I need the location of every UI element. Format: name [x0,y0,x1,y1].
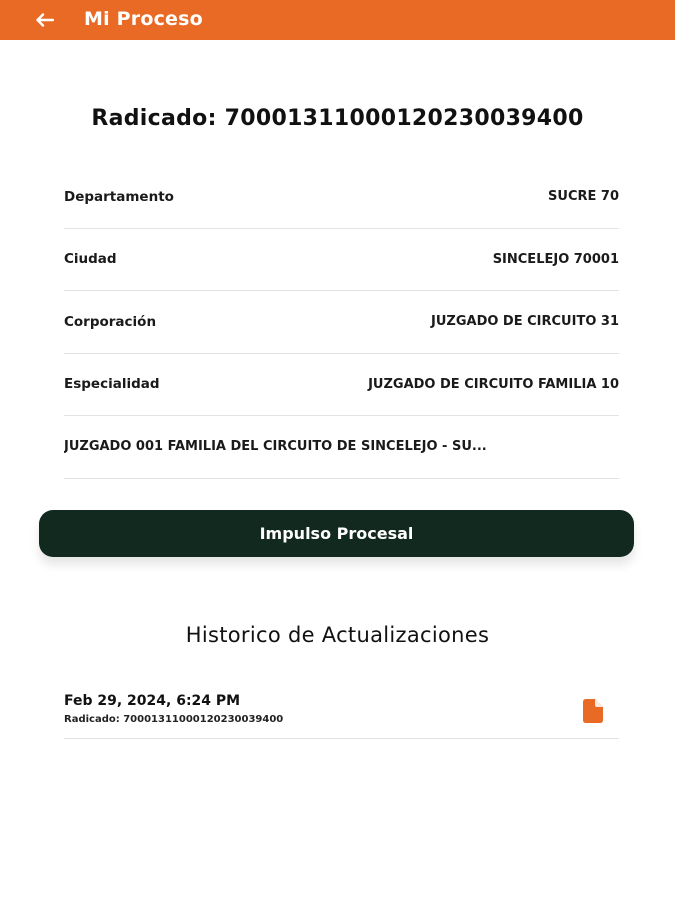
historico-radicado: Radicado: 70001311000120230039400 [64,714,284,725]
departamento-value: SUCRE 70 [548,189,619,205]
ciudad-label: Ciudad [64,251,117,268]
despacho-name: JUZGADO 001 FAMILIA DEL CIRCUITO DE SINCELEJO - SU... [64,439,487,455]
corporacion-value: JUZGADO DE CIRCUITO 31 [431,314,619,330]
document-icon[interactable] [583,699,603,723]
impulso-procesal-button[interactable]: Impulso Procesal [39,510,634,557]
historico-list-item[interactable] [64,690,619,739]
info-row-despacho [64,416,619,479]
ciudad-value: SINCELEJO 70001 [492,251,619,267]
especialidad-value: JUZGADO DE CIRCUITO FAMILIA 10 [368,376,619,392]
radicado-title: Radicado: 70001311000120230039400 [91,106,584,131]
app-title: Mi Proceso [84,8,203,30]
app-bar [0,0,675,40]
info-row-corporacion [64,291,619,354]
process-info-list [64,166,619,479]
info-row-especialidad [64,354,619,417]
back-button[interactable] [30,6,60,34]
especialidad-label: Especialidad [64,376,160,393]
departamento-label: Departamento [64,188,174,205]
corporacion-label: Corporación [64,313,157,330]
info-row-ciudad [64,229,619,292]
info-row-departamento [64,166,619,229]
historico-title: Historico de Actualizaciones [185,623,490,647]
arrow-left-icon [36,13,54,27]
historico-date: Feb 29, 2024, 6:24 PM [64,693,241,709]
